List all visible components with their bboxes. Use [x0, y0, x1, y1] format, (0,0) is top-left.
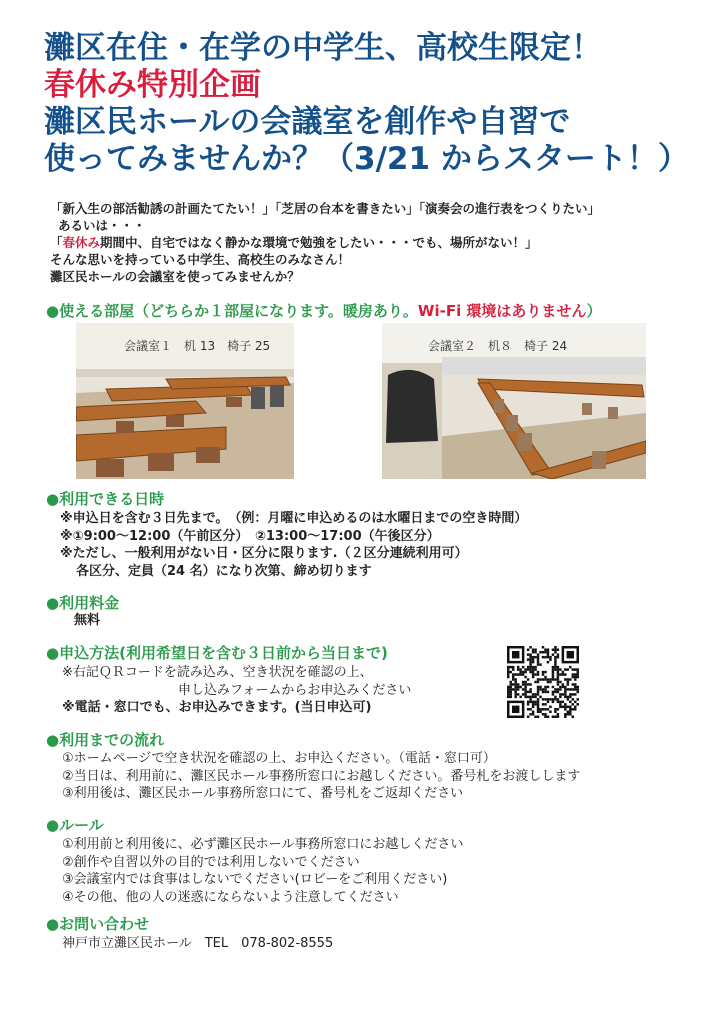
room2-caption: 会議室２ 机８ 椅子 24 — [428, 339, 568, 353]
dates-line-4: 各区分、定員（24 名）になり次第、締め切ります — [76, 563, 372, 579]
dates-heading: ●利用できる日時 — [46, 490, 165, 508]
room1-photo — [76, 323, 294, 479]
apply-line-2: 申し込みフォームからお申込みください — [178, 682, 412, 698]
headline-line-1: 灘区在住・在学の中学生、高校生限定！ — [44, 30, 602, 66]
rule-4: ④その他、他の人の迷惑にならないよう注意してください — [62, 889, 399, 905]
intro-text — [50, 200, 710, 285]
headline-line-2: 春休み特別企画 — [44, 67, 261, 103]
contact-heading: ●お問い合わせ — [46, 915, 150, 933]
intro-line-2: あるいは・・・ — [58, 218, 146, 233]
flow-step-3: ③利用後は、灘区民ホール事務所窓口にて、番号札をご返却ください — [62, 786, 464, 801]
rooms-heading-wifi: Wi-Fi 環境はありません — [417, 302, 587, 320]
intro-highlight: 春休み — [62, 235, 101, 250]
apply-details — [62, 664, 411, 717]
rules-details — [62, 836, 463, 906]
intro-line-4: そんな思いを持っている中学生、高校生のみなさん！ — [50, 252, 351, 267]
room2-photo — [382, 323, 646, 479]
dates-line-2: ※①9:00～12:00（午前区分） ②13:00～17:00（午後区分） — [60, 528, 440, 544]
rules-heading: ●ルール — [46, 816, 104, 834]
flow-step-2: ②当日は、利用前に、灘区民ホール事務所窓口にお越しください。番号札をお渡しします — [62, 768, 581, 784]
apply-heading: ●申込方法(利用希望日を含む３日前から当日まで) — [46, 644, 388, 662]
rooms-heading — [46, 302, 601, 320]
intro-line-1: 「新入生の部活勧誘の計画たてたい！」「芝居の台本を書きたい」「演奏会の進行表をつくりたい」 — [50, 201, 601, 216]
rooms-heading-end: ） — [586, 302, 602, 320]
intro-line-3-pre: 「 — [50, 235, 63, 250]
fee-value: 無料 — [74, 613, 101, 628]
headline — [44, 30, 704, 178]
intro-line-5: 灘区民ホールの会議室を使ってみませんか？ — [50, 269, 300, 284]
flow-step-1: ①ホームページで空き状況を確認の上、お申込ください。（電話・窓口可） — [62, 751, 496, 766]
fee-heading: ●利用料金 — [46, 594, 120, 612]
qr-code[interactable] — [507, 646, 579, 718]
headline-line-4: 使ってみませんか？（3/21 からスタート！） — [44, 141, 689, 177]
dates-line-3: ※ただし、一般利用がない日・区分に限ります.（２区分連続利用可） — [60, 546, 468, 561]
flow-details — [62, 750, 580, 803]
headline-line-3: 灘区民ホールの会議室を創作や自習で — [44, 104, 571, 140]
apply-line-3: ※電話・窓口でも、お申込みできます。(当日申込可) — [62, 700, 372, 715]
rule-1: ①利用前と利用後に、必ず灘区民ホール事務所窓口にお越しください — [62, 837, 464, 852]
rule-2: ②創作や自習以外の目的では利用しないでください — [62, 854, 360, 870]
dates-line-1: ※申込日を含む３日先まで。 （例：月曜に申込めるのは水曜日までの空き時間） — [60, 511, 528, 526]
rule-3: ③会議室内では食事はしないでください(ロビーをご利用ください) — [62, 872, 448, 887]
flow-heading: ●利用までの流れ — [46, 731, 165, 749]
rooms-heading-main: ●使える部屋（どちらか１部屋になります。暖房あり。 — [46, 302, 418, 320]
dates-details — [60, 510, 527, 580]
apply-line-1: ※右記ＱＲコードを読み込み、空き状況を確認の上、 — [62, 665, 373, 680]
qr-code-image — [507, 646, 579, 718]
intro-line-3-post: 期間中、自宅ではなく静かな環境で勉強をしたい・・・でも、場所がない！」 — [100, 235, 538, 250]
intro-line-3 — [50, 234, 710, 251]
contact-line: 神戸市立灘区民ホール TEL 078-802-8555 — [62, 936, 334, 951]
room1-caption: 会議室１ 机 13 椅子 25 — [124, 339, 271, 353]
